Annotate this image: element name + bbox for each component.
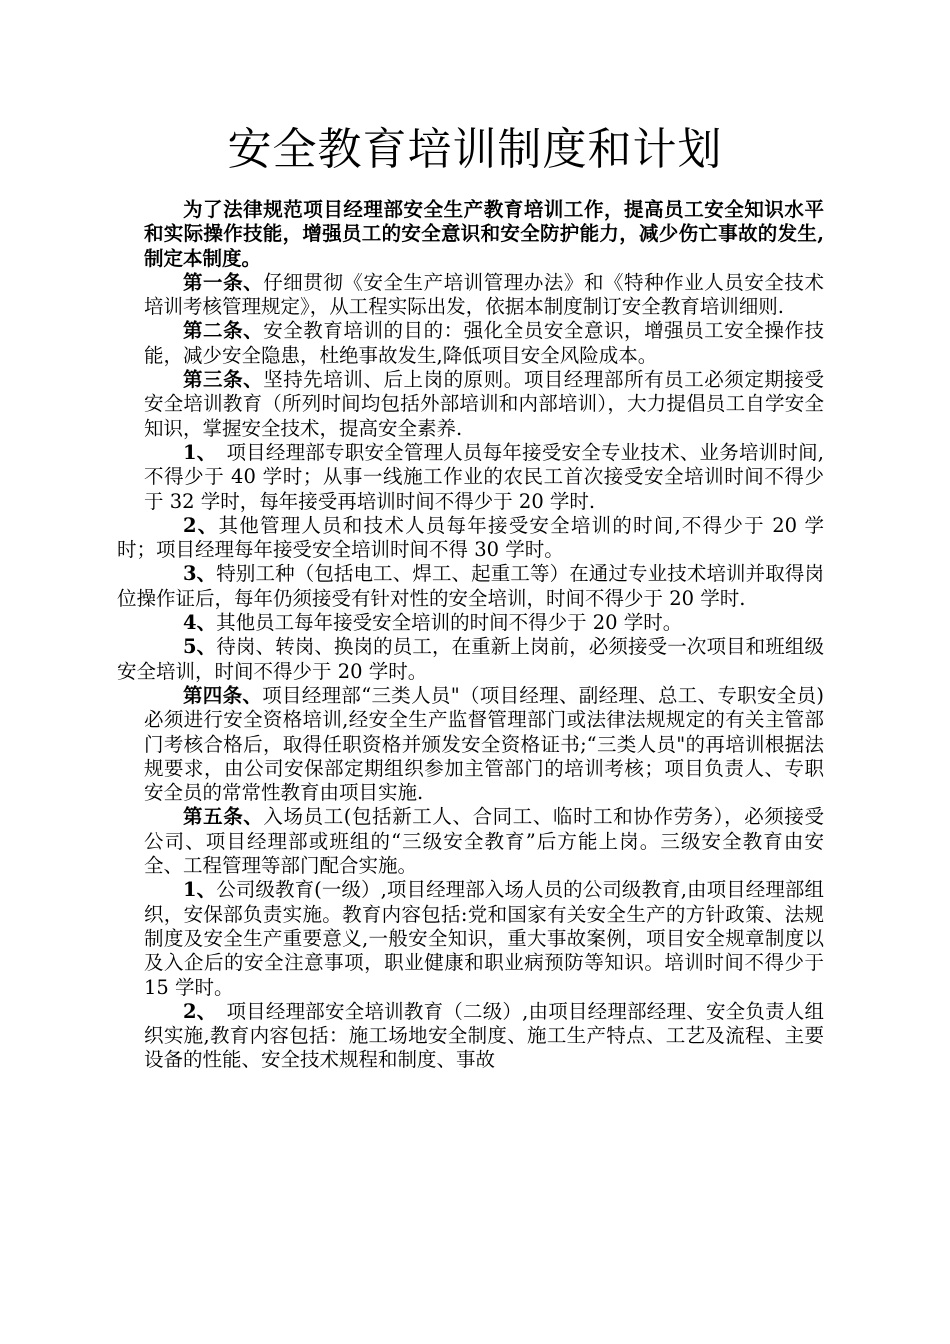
item-text: 项目经理部安全培训教育（二级）,由项目经理部经理、安全负责人组织实施,教育内容包括：施工场地安全制度、施工生产特点、工艺及流程、主要设备的性能、安全技术规程和制度、事故 (144, 999, 824, 1072)
item-number: 4、 (183, 611, 217, 635)
item-text: 待岗、转岗、换岗的员工，在重新上岗前，必须接受一次项目和班组级安全培训，时间不得少于 20 学时。 (117, 635, 824, 683)
article-lead: 第五条、 (183, 805, 264, 829)
item-number: 1、 (183, 878, 217, 902)
article-3-item-5 (117, 635, 824, 684)
item-text: 公司级教育(一级）,项目经理部入场人员的公司级教育,由项目经理部组织，安保部负责实施。教育内容包括:党和国家有关安全生产的方针政策、法规制度及安全生产重要意义,一般安全知识，重大事故案例，项目安全规章制度以及入企后的安全注意事项，职业健康和职业病预防等知识。培训时间不得少于 15 学时。 (144, 878, 824, 999)
item-number: 2、 (183, 999, 207, 1023)
article-text: 仔细贯彻《安全生产培训管理办法》和《特种作业人员安全技术培训考核管理规定》，从工程实际出发，依据本制度制订安全教育培训细则. (144, 270, 824, 319)
item-text: 特别工种（包括电工、焊工、起重工等）在通过专业技术培训并取得岗位操作证后，每年仍须接受有针对性的安全培训，时间不得少于 20 学时. (117, 562, 824, 610)
article-5 (144, 805, 824, 878)
article-3-item-1 (144, 441, 824, 514)
item-text: 项目经理部专职安全管理人员每年接受安全专业技术、业务培训时间,不得少于 40 学时；从事一线施工作业的农民工首次接受安全培训时间不得少于 32 学时，每年接受再培训时间不得少于 20 学时. (144, 440, 824, 513)
item-number: 3、 (183, 562, 217, 586)
item-number: 5、 (183, 635, 217, 659)
article-text: 项目经理部“三类人员"（项目经理、副经理、总工、专职安全员)必须进行安全资格培训,经安全生产监督管理部门或法律法规规定的有关主管部门考核合格后，取得任职资格并颁发安全资格证书;“三类人员"的再培训根据法规要求，由公司安保部定期组织参加主管部门的培训考核；项目负责人、专职安全员的常常性教育由项目实施. (144, 683, 824, 805)
article-1 (144, 271, 824, 320)
article-5-item-1 (144, 878, 824, 999)
document-body (117, 198, 824, 1073)
article-3 (144, 368, 824, 441)
article-5-item-2 (144, 1000, 824, 1073)
item-text: 其他管理人员和技术人员每年接受安全培训的时间,不得少于 20 学时；项目经理每年接受安全培训时间不得 30 学时。 (117, 513, 824, 562)
article-2 (144, 319, 824, 368)
intro-paragraph: 为了法律规范项目经理部安全生产教育培训工作，提高员工安全知识水平和实际操作技能，增强员工的安全意识和安全防护能力，减少伤亡事故的发生,制定本制度。 (144, 198, 824, 270)
item-number: 2、 (183, 513, 219, 537)
document-title: 安全教育培训制度和计划 (227, 124, 723, 175)
article-3-item-2 (117, 514, 824, 563)
item-number: 1、 (183, 440, 207, 464)
article-lead: 第四条、 (183, 683, 263, 707)
article-lead: 第三条、 (183, 368, 264, 392)
article-text: 入场员工(包括新工人、合同工、临时工和协作劳务），必须接受公司、项目经理部或班组的“三级安全教育”后方能上岗。三级安全教育由安全、工程管理等部门配合实施。 (144, 805, 824, 878)
article-text: 安全教育培训的目的：强化全员安全意识，增强员工安全操作技能，减少安全隐患，杜绝事故发生,降低项目安全风险成本。 (144, 319, 824, 367)
article-3-item-3 (117, 562, 824, 611)
article-3-item-4 (117, 611, 824, 635)
item-text: 其他员工每年接受安全培训的时间不得少于 20 学时。 (216, 611, 683, 635)
article-text: 坚持先培训、后上岗的原则。项目经理部所有员工必须定期接受安全培训教育（所列时间均包括外部培训和内部培训），大力提倡员工自学安全知识，掌握安全技术，提高安全素养. (144, 368, 824, 440)
article-4 (144, 684, 824, 805)
article-lead: 第二条、 (183, 319, 264, 343)
article-lead: 第一条、 (183, 270, 264, 294)
